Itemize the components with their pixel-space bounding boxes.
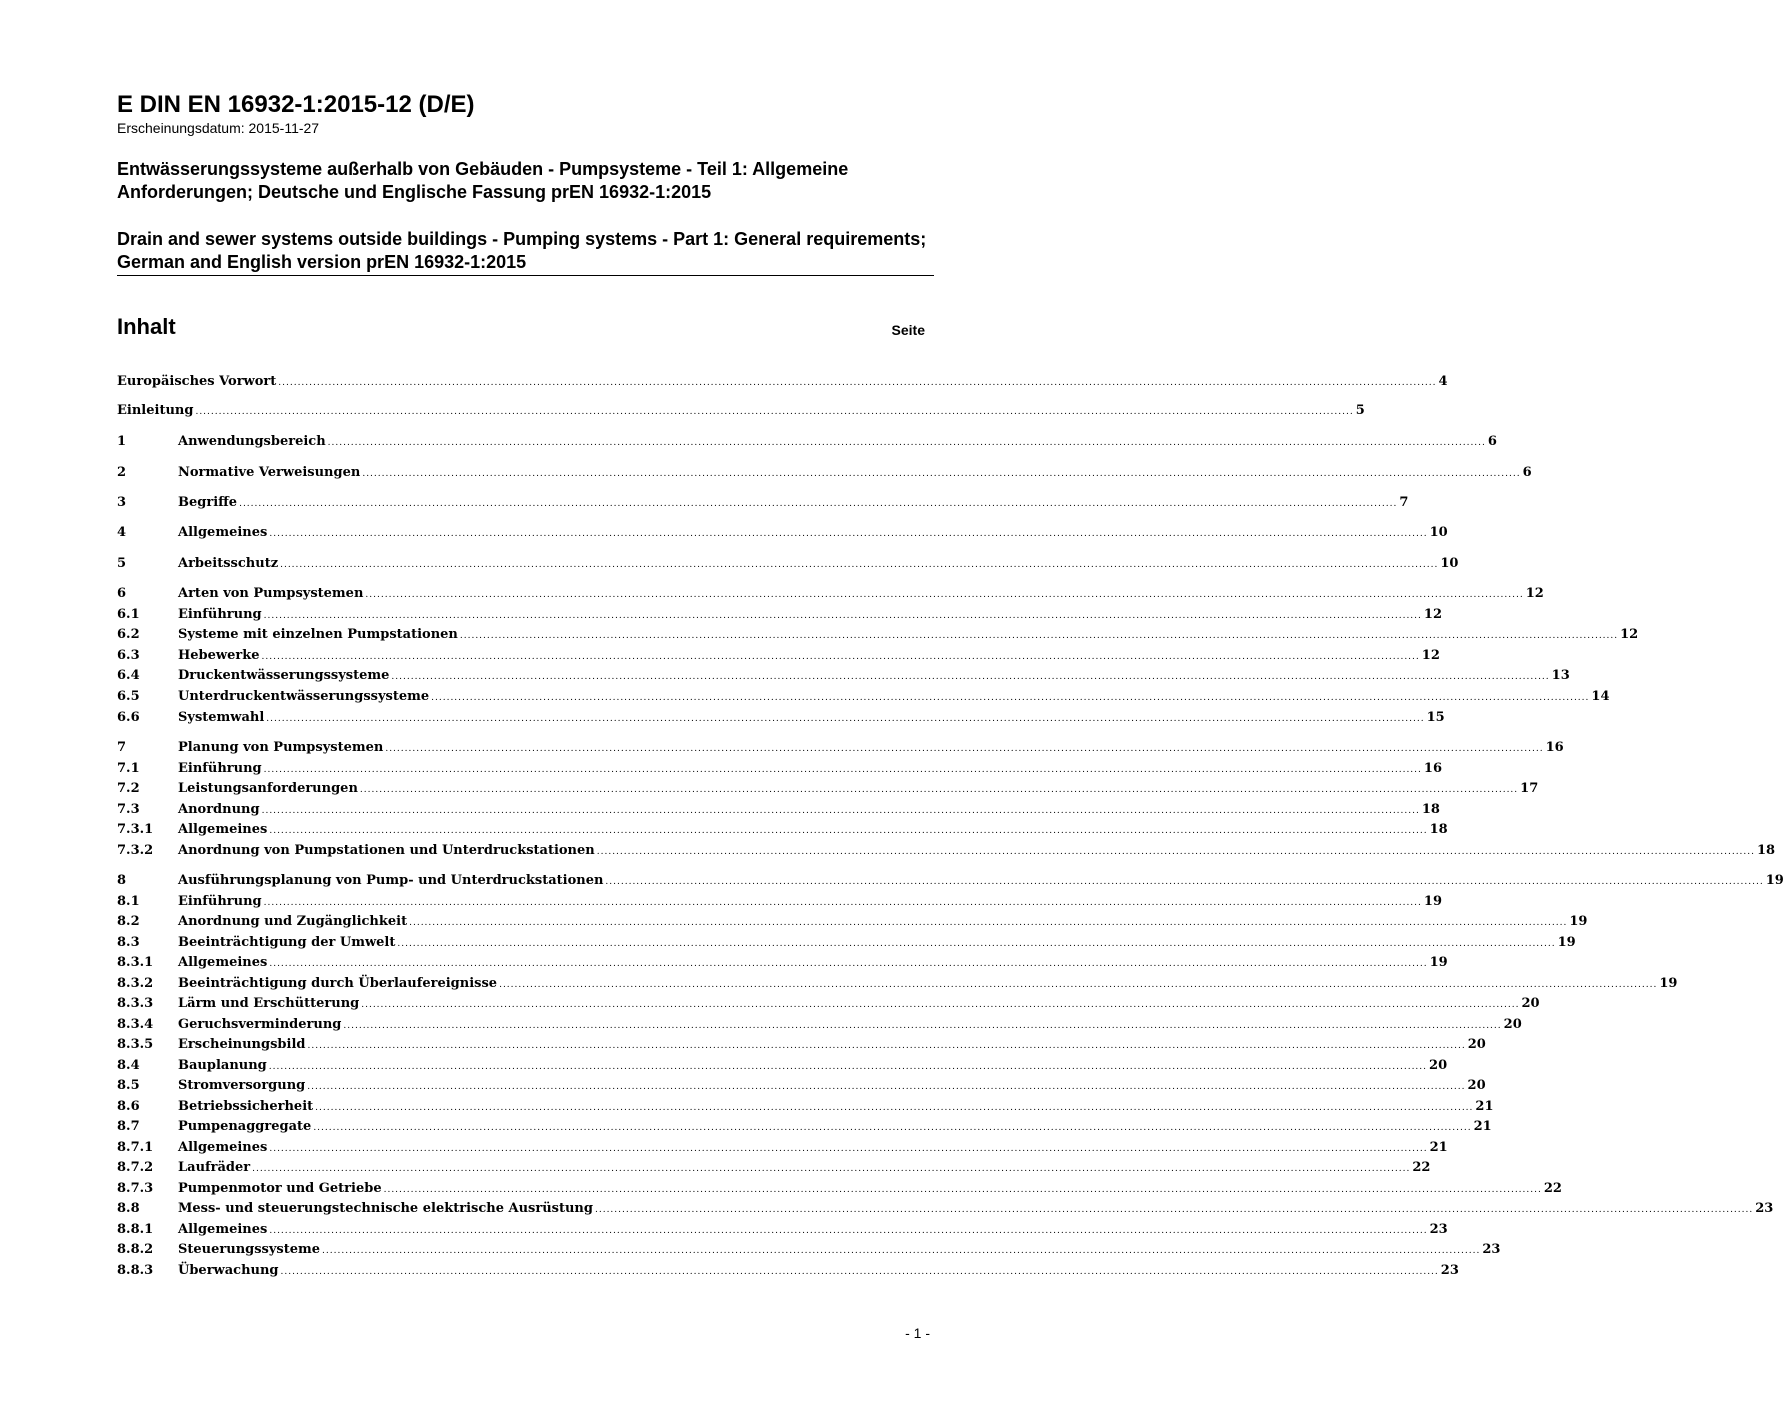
toc-entry-page: 4 [1438, 374, 1448, 389]
toc-dot-leader: ............................................................................................................................................................................................................................................................................................................ [343, 1021, 1502, 1031]
toc-entry-number: 8.8 [117, 1201, 140, 1216]
toc-entry-title: Normative Verweisungen [178, 465, 361, 480]
toc-entry[interactable] [117, 1158, 1431, 1178]
toc-entry-page: 19 [1429, 955, 1448, 970]
toc-dot-leader: ............................................................................................................................................................................................................................................................................................................ [409, 918, 1568, 928]
toc-entry-title: Bauplanung [178, 1058, 267, 1073]
toc-entry[interactable] [117, 933, 1576, 953]
toc-dot-leader: ............................................................................................................................................................................................................................................................................................................ [383, 1185, 1542, 1195]
toc-entry-page: 12 [1423, 607, 1442, 622]
toc-entry-number: 1 [117, 434, 127, 449]
toc-entry-number: 8.7.2 [117, 1160, 154, 1175]
toc-entry-number: 8.4 [117, 1058, 140, 1073]
toc-entry-number: 8.8.3 [117, 1263, 154, 1278]
toc-entry-title: Leistungsanforderungen [178, 781, 358, 796]
toc-entry[interactable] [117, 1199, 1774, 1219]
toc-entry-page: 12 [1620, 627, 1639, 642]
toc-entry[interactable] [117, 820, 1448, 840]
toc-entry-title: Systeme mit einzelnen Pumpstationen [178, 627, 458, 642]
toc-entry[interactable] [117, 1035, 1486, 1055]
toc-dot-leader: ............................................................................................................................................................................................................................................................................................................ [362, 469, 1521, 479]
page-number: - 1 - [905, 1325, 930, 1341]
toc-entry-page: 19 [1569, 914, 1588, 929]
toc-entry[interactable] [117, 974, 1678, 994]
toc-dot-leader: ............................................................................................................................................................................................................................................................................................................ [252, 1164, 1411, 1174]
toc-entry-number: 8.3.2 [117, 976, 154, 991]
toc-entry-number: 6.3 [117, 648, 140, 663]
toc-entry[interactable] [117, 738, 1564, 758]
toc-entry-number: 8.3.1 [117, 955, 154, 970]
toc-entry-page: 6 [1522, 465, 1532, 480]
toc-entry-page: 21 [1473, 1119, 1492, 1134]
toc-dot-leader: ............................................................................................................................................................................................................................................................................................................ [195, 407, 1354, 417]
toc-entry-page: 18 [1421, 802, 1440, 817]
toc-entry-title: Planung von Pumpsystemen [178, 740, 384, 755]
toc-dot-leader: ............................................................................................................................................................................................................................................................................................................ [327, 438, 1486, 448]
toc-entry-number: 8.3.3 [117, 996, 154, 1011]
toc-dot-leader: ............................................................................................................................................................................................................................................................................................................ [307, 1041, 1466, 1051]
toc-dot-leader: ............................................................................................................................................................................................................................................................................................................ [594, 1205, 1754, 1215]
toc-entry-number: 8.1 [117, 894, 140, 909]
toc-entry-number: 8.5 [117, 1078, 140, 1093]
toc-entry-page: 12 [1421, 648, 1440, 663]
toc-entry-title: Arten von Pumpsystemen [178, 586, 364, 601]
toc-entry-title: Ausführungsplanung von Pump- und Unterdruckstationen [178, 873, 604, 888]
toc-entry-number: 8.7 [117, 1119, 140, 1134]
toc-entry-title: Pumpenaggregate [178, 1119, 312, 1134]
toc-dot-leader: ............................................................................................................................................................................................................................................................................................................ [239, 499, 1398, 509]
toc-entry-title: Steuerungssysteme [178, 1242, 321, 1257]
toc-entry-title: Europäisches Vorwort [117, 374, 277, 389]
toc-entry-number: 8.6 [117, 1099, 140, 1114]
toc-entry-title: Allgemeines [178, 1222, 268, 1237]
toc-entry-page: 12 [1525, 586, 1544, 601]
toc-entry[interactable] [117, 953, 1448, 973]
toc-entry-page: 19 [1423, 894, 1442, 909]
toc-entry-title: Anordnung [178, 802, 260, 817]
toc-dot-leader: ............................................................................................................................................................................................................................................................................................................ [397, 939, 1556, 949]
toc-entry-number: 7.1 [117, 761, 140, 776]
toc-entry-page: 20 [1503, 1017, 1522, 1032]
toc-entry-page: 23 [1755, 1201, 1774, 1216]
toc-entry-title: Allgemeines [178, 822, 268, 837]
toc-entry[interactable] [117, 523, 1448, 543]
toc-entry[interactable] [117, 708, 1445, 728]
toc-entry[interactable] [117, 401, 1365, 421]
toc-entry-number: 8 [117, 873, 127, 888]
toc-entry-title: Anwendungsbereich [178, 434, 326, 449]
toc-entry-number: 6.1 [117, 607, 140, 622]
toc-entry[interactable] [117, 871, 1784, 891]
title-german: Entwässerungssysteme außerhalb von Gebäuden - Pumpsysteme - Teil 1: Allgemeine Anforderungen; Deutsche und Englische Fassung prEN 16932-1:2015 [117, 159, 849, 202]
toc-entry[interactable] [117, 1015, 1522, 1035]
toc-entry[interactable] [117, 554, 1459, 574]
toc-entry[interactable] [117, 584, 1544, 604]
toc-entry-title: Einführung [178, 894, 262, 909]
toc-dot-leader: ............................................................................................................................................................................................................................................................................................................ [605, 877, 1764, 887]
toc-entry-page: 23 [1440, 1263, 1459, 1278]
toc-entry[interactable] [117, 779, 1539, 799]
toc-heading: Inhalt [117, 314, 176, 339]
toc-entry-number: 7.3.2 [117, 843, 154, 858]
toc-dot-leader: ............................................................................................................................................................................................................................................................................................................ [315, 1103, 1474, 1113]
toc-entry-number: 6.4 [117, 668, 140, 683]
toc-entry-number: 8.3 [117, 935, 140, 950]
toc-dot-leader: ............................................................................................................................................................................................................................................................................................................ [280, 1267, 1439, 1277]
toc-entry-title: Druckentwässerungssysteme [178, 668, 390, 683]
toc-entry-number: 7 [117, 740, 127, 755]
toc-dot-leader: ............................................................................................................................................................................................................................................................................................................ [361, 1000, 1520, 1010]
toc-entry-page: 15 [1426, 710, 1445, 725]
toc-entry[interactable] [117, 605, 1442, 625]
toc-entry-page: 21 [1429, 1140, 1448, 1155]
toc-entry-page: 23 [1429, 1222, 1448, 1237]
toc-entry-number: 7.3.1 [117, 822, 154, 837]
toc-entry[interactable] [117, 912, 1588, 932]
toc-entry-title: Stromversorgung [178, 1078, 306, 1093]
toc-entry-number: 3 [117, 495, 127, 510]
toc-entry-title: Anordnung von Pumpstationen und Unterdruckstationen [178, 843, 595, 858]
toc-entry[interactable] [117, 625, 1639, 645]
toc-dot-leader: ............................................................................................................................................................................................................................................................................................................ [263, 898, 1422, 908]
toc-entry[interactable] [117, 687, 1610, 707]
toc-entry-title: Allgemeines [178, 955, 268, 970]
toc-entry[interactable] [117, 1240, 1501, 1260]
toc-entry-number: 4 [117, 525, 127, 540]
toc-entry-title: Einführung [178, 607, 262, 622]
toc-dot-leader: ............................................................................................................................................................................................................................................................................................................ [313, 1123, 1472, 1133]
toc-entry-page: 22 [1543, 1181, 1562, 1196]
toc-entry-title: Mess- und steuerungstechnische elektrische Ausrüstung [178, 1201, 593, 1216]
toc-page-label: Seite [891, 322, 925, 338]
toc-dot-leader: ............................................................................................................................................................................................................................................................................................................ [459, 631, 1619, 641]
toc-entry-title: Laufräder [178, 1160, 251, 1175]
toc-entry-title: Beeinträchtigung der Umwelt [178, 935, 396, 950]
toc-entry-title: Überwachung [178, 1263, 279, 1278]
toc-entry-page: 5 [1355, 403, 1365, 418]
toc-entry-number: 8.3.5 [117, 1037, 154, 1052]
toc-entry[interactable] [117, 1179, 1562, 1199]
toc-entry-number: 7.3 [117, 802, 140, 817]
toc-entry[interactable] [117, 646, 1440, 666]
toc-entry-page: 6 [1487, 434, 1497, 449]
toc-dot-leader: ............................................................................................................................................................................................................................................................................................................ [261, 652, 1420, 662]
table-of-contents [117, 0, 1784, 1403]
toc-dot-leader: ............................................................................................................................................................................................................................................................................................................ [268, 1062, 1428, 1072]
toc-entry-title: Einleitung [117, 403, 194, 418]
toc-entry[interactable] [117, 1220, 1448, 1240]
toc-entry[interactable] [117, 1117, 1492, 1137]
toc-entry-title: Einführung [178, 761, 262, 776]
toc-entry-page: 19 [1765, 873, 1784, 888]
toc-entry[interactable] [117, 1056, 1448, 1076]
toc-entry[interactable] [117, 1076, 1486, 1096]
toc-entry-title: Erscheinungsbild [178, 1037, 306, 1052]
toc-dot-leader: ............................................................................................................................................................................................................................................................................................................ [596, 847, 1756, 857]
title-english: Drain and sewer systems outside buildings - Pumping systems - Part 1: General requirements; German and English version prEN 16932-1:2015 [117, 229, 927, 272]
document-id: E DIN EN 16932-1:2015-12 (D/E) [117, 91, 475, 118]
toc-dot-leader: ............................................................................................................................................................................................................................................................................................................ [269, 1144, 1428, 1154]
toc-dot-leader: ............................................................................................................................................................................................................................................................................................................ [431, 693, 1590, 703]
toc-entry-page: 18 [1757, 843, 1776, 858]
toc-dot-leader: ............................................................................................................................................................................................................................................................................................................ [499, 980, 1658, 990]
toc-entry-number: 2 [117, 465, 127, 480]
toc-entry-title: Unterdruckentwässerungssysteme [178, 689, 430, 704]
toc-entry-page: 16 [1545, 740, 1564, 755]
toc-entry[interactable] [117, 1097, 1494, 1117]
toc-entry-number: 6.6 [117, 710, 140, 725]
toc-entry-page: 10 [1429, 525, 1448, 540]
toc-entry-number: 8.7.3 [117, 1181, 154, 1196]
toc-dot-leader: ............................................................................................................................................................................................................................................................................................................ [266, 714, 1425, 724]
toc-entry-page: 17 [1520, 781, 1539, 796]
toc-dot-leader: ............................................................................................................................................................................................................................................................................................................ [269, 826, 1428, 836]
toc-entry-page: 19 [1557, 935, 1576, 950]
toc-entry-number: 6.5 [117, 689, 140, 704]
toc-dot-leader: ............................................................................................................................................................................................................................................................................................................ [263, 765, 1422, 775]
toc-entry-number: 6.2 [117, 627, 140, 642]
toc-entry-title: Systemwahl [178, 710, 265, 725]
toc-entry-title: Arbeitsschutz [178, 556, 279, 571]
toc-entry[interactable] [117, 759, 1442, 779]
toc-entry-page: 20 [1429, 1058, 1448, 1073]
toc-entry-page: 19 [1659, 976, 1678, 991]
toc-dot-leader: ............................................................................................................................................................................................................................................................................................................ [385, 744, 1544, 754]
toc-entry-page: 22 [1412, 1160, 1431, 1175]
toc-entry-number: 5 [117, 556, 127, 571]
toc-entry-number: 8.8.2 [117, 1242, 154, 1257]
toc-entry-number: 7.2 [117, 781, 140, 796]
toc-entry[interactable] [117, 493, 1409, 513]
toc-dot-leader: ............................................................................................................................................................................................................................................................................................................ [280, 560, 1439, 570]
toc-dot-leader: ............................................................................................................................................................................................................................................................................................................ [391, 672, 1550, 682]
toc-entry[interactable] [117, 841, 1776, 861]
toc-dot-leader: ............................................................................................................................................................................................................................................................................................................ [365, 590, 1524, 600]
toc-dot-leader: ............................................................................................................................................................................................................................................................................................................ [322, 1246, 1481, 1256]
toc-dot-leader: ............................................................................................................................................................................................................................................................................................................ [261, 806, 1420, 816]
publication-date: Erscheinungsdatum: 2015-11-27 [117, 120, 320, 136]
toc-entry-page: 7 [1399, 495, 1409, 510]
toc-dot-leader: ............................................................................................................................................................................................................................................................................................................ [263, 611, 1422, 621]
toc-dot-leader: ............................................................................................................................................................................................................................................................................................................ [307, 1082, 1466, 1092]
toc-entry-title: Betriebssicherheit [178, 1099, 314, 1114]
toc-entry-page: 20 [1467, 1078, 1486, 1093]
toc-entry-page: 20 [1521, 996, 1540, 1011]
toc-entry-title: Anordnung und Zugänglichkeit [178, 914, 408, 929]
toc-dot-leader: ............................................................................................................................................................................................................................................................................................................ [278, 378, 1437, 388]
toc-entry[interactable] [117, 1261, 1459, 1281]
toc-entry-page: 23 [1482, 1242, 1501, 1257]
toc-entry-number: 8.7.1 [117, 1140, 154, 1155]
toc-entry[interactable] [117, 1138, 1448, 1158]
toc-entry-number: 8.2 [117, 914, 140, 929]
toc-entry-page: 14 [1591, 689, 1610, 704]
toc-entry-page: 20 [1467, 1037, 1486, 1052]
toc-entry-title: Beeinträchtigung durch Überlaufereignisse [178, 976, 498, 991]
toc-entry[interactable] [117, 994, 1540, 1014]
toc-entry-page: 13 [1551, 668, 1570, 683]
toc-entry-title: Allgemeines [178, 525, 268, 540]
toc-entry[interactable] [117, 432, 1497, 452]
toc-dot-leader: ............................................................................................................................................................................................................................................................................................................ [269, 529, 1428, 539]
toc-entry-title: Lärm und Erschütterung [178, 996, 360, 1011]
toc-entry[interactable] [117, 463, 1532, 483]
toc-entry-number: 6 [117, 586, 127, 601]
toc-dot-leader: ............................................................................................................................................................................................................................................................................................................ [269, 1226, 1428, 1236]
toc-entry-title: Allgemeines [178, 1140, 268, 1155]
toc-dot-leader: ............................................................................................................................................................................................................................................................................................................ [359, 785, 1519, 795]
toc-entry-title: Pumpenmotor und Getriebe [178, 1181, 382, 1196]
toc-entry-title: Geruchsverminderung [178, 1017, 342, 1032]
toc-entry-title: Begriffe [178, 495, 238, 510]
toc-entry[interactable] [117, 800, 1440, 820]
toc-entry-number: 8.3.4 [117, 1017, 154, 1032]
toc-entry-number: 8.8.1 [117, 1222, 154, 1237]
toc-entry-page: 21 [1475, 1099, 1494, 1114]
toc-dot-leader: ............................................................................................................................................................................................................................................................................................................ [269, 959, 1428, 969]
toc-entry[interactable] [117, 892, 1442, 912]
toc-entry[interactable] [117, 666, 1570, 686]
toc-entry-title: Hebewerke [178, 648, 260, 663]
toc-entry-page: 16 [1423, 761, 1442, 776]
toc-entry-page: 10 [1440, 556, 1459, 571]
toc-entry-page: 18 [1429, 822, 1448, 837]
toc-entry[interactable] [117, 372, 1448, 392]
